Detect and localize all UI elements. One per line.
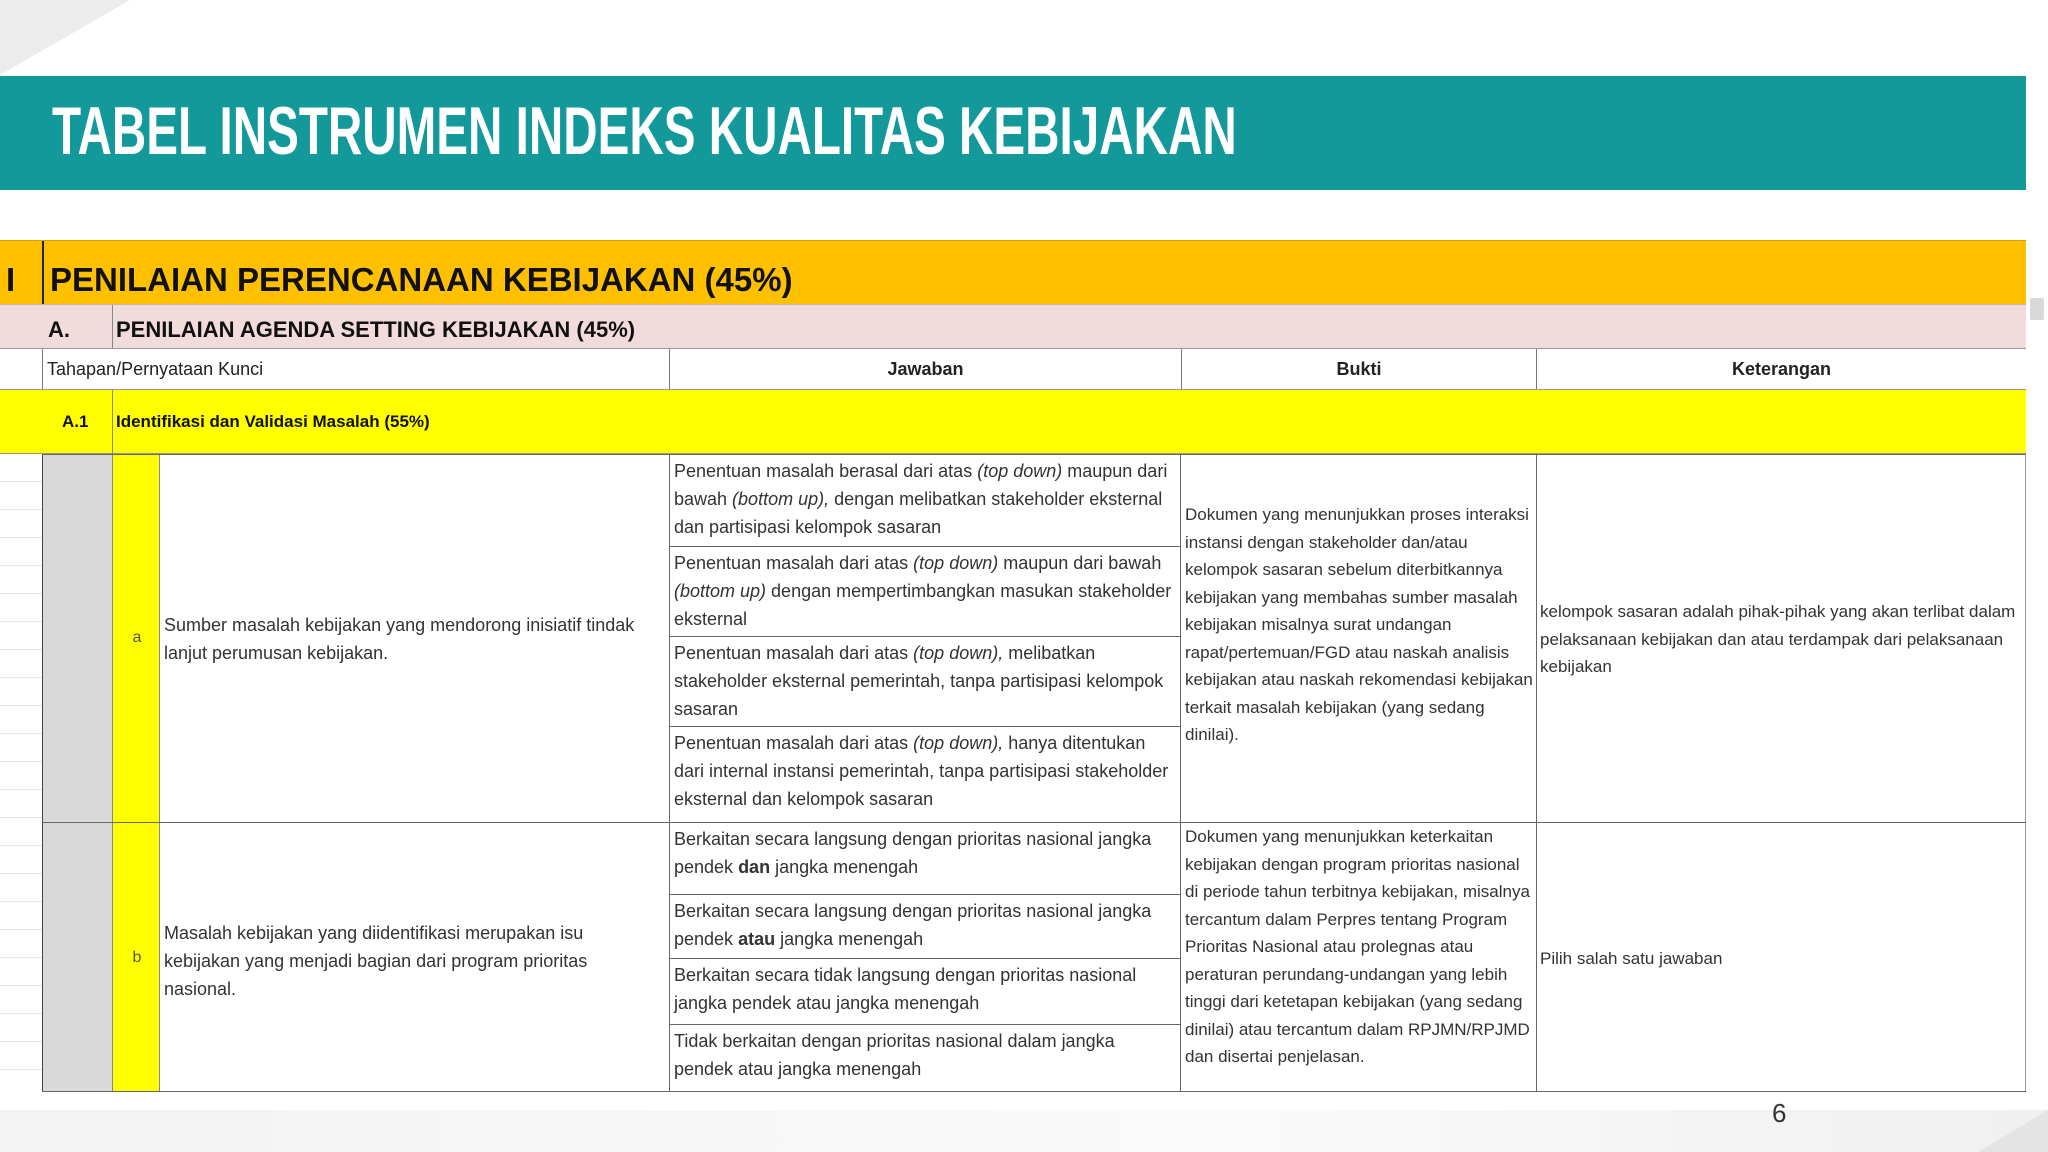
subsubsection-row [0,390,2026,454]
spreadsheet-table [0,240,2026,1094]
answer-option: Berkaitan secara langsung dengan prioritas nasional jangka pendek dan jangka menengah [670,823,1180,895]
background-corner-shape [0,0,130,75]
scrollbar-thumb[interactable] [2030,298,2044,320]
gray-column [42,455,112,822]
keterangan-text: Pilih salah satu jawaban [1540,949,1723,968]
subsection-letter: A. [48,317,70,342]
item-statement: Masalah kebijakan yang diidentifikasi merupakan isu kebijakan yang menjadi bagian dari program prioritas nasional. [164,923,588,999]
yellow-column [112,455,160,822]
spreadsheet-gridlines [0,454,44,1094]
section-header-row [0,240,2026,304]
header-tahapan: Tahapan/Pernyataan Kunci [42,349,669,389]
background-bottom-strip [0,1110,2048,1152]
page-title: TABEL INSTRUMEN INDEKS KUALITAS KEBIJAKAN [52,93,1237,169]
answer-option: Tidak berkaitan dengan prioritas nasional dalam jangka pendek atau jangka menengah [674,1031,1115,1079]
item-statement: Sumber masalah kebijakan yang mendorong inisiatif tindak lanjut perumusan kebijakan. [164,615,635,663]
bukti-text: Dokumen yang menunjukkan proses interaksi instansi dengan stakeholder dan/atau kelompok sasaran sebelum diterbitkannya kebijakan yang membahas sumber masalah kebijakan misalnya surat undangan rapat/pertemuan/FGD atau naskah analisis kebijakan atau naskah rekomendasi kebijakan terkait masalah kebijakan (yang sedang dinilai). [1185,505,1533,744]
header-jawaban: Jawaban [669,349,1181,389]
answer-option: Penentuan masalah dari atas (top down) maupun dari bawah (bottom up) dengan mempertimbangkan masukan stakeholder eksternal [670,547,1180,637]
background-corner-shape [1978,1110,2048,1152]
bukti-text: Dokumen yang menunjukkan keterkaitan kebijakan dengan program prioritas nasional di periode tahun terbitnya kebijakan, misalnya tercantum dalam Perpres tentang Program Prioritas Nasional atau prolegnas atau peraturan perundang-undangan yang lebih tinggi dari ketetapan kebijakan (yang sedang dinilai) atau tercantum dalam RPJMN/RPJMD dan disertai penjelasan. [1185,827,1530,1066]
jawaban-column [669,455,1181,822]
page-number: 6 [1772,1098,1787,1128]
jawaban-column [669,823,1181,1091]
subsection-divider [112,305,113,349]
header-keterangan: Keterangan [1536,349,2026,389]
answer-option: Penentuan masalah dari atas (top down), hanya ditentukan dari internal instansi pemerintah, tanpa partisipasi stakeholder eksternal dan kelompok sasaran [674,733,1169,809]
table-right-edge [2025,823,2026,1091]
header-bukti: Bukti [1181,349,1536,389]
subsubsection-title: Identifikasi dan Validasi Masalah (55%) [116,412,430,431]
table-right-edge [2025,455,2026,822]
title-banner [0,76,2026,190]
subsection-header-row [0,304,2026,348]
item-letter: b [132,949,142,966]
answer-option: Penentuan masalah dari atas (top down), melibatkan stakeholder eksternal pemerintah, tanpa partisipasi kelompok sasaran [670,637,1180,727]
keterangan-text: kelompok sasaran adalah pihak-pihak yang akan terlibat dalam pelaksanaan kebijakan dan atau terdampak dari pelaksanaan kebijakan [1540,602,2016,676]
yellow-column [112,823,160,1091]
column-header-row [0,348,2026,390]
answer-option: Berkaitan secara tidak langsung dengan prioritas nasional jangka pendek atau jangka menengah [670,959,1180,1025]
section-title: PENILAIAN PERENCANAAN KEBIJAKAN (45%) [50,261,793,298]
item-row-a [42,454,2026,822]
gray-column [42,823,112,1091]
section-number: I [6,261,16,298]
subsubsection-code: A.1 [62,412,89,431]
section-divider [42,241,44,305]
item-letter: a [132,629,142,646]
subsubsection-divider [112,390,113,454]
item-row-b [42,822,2026,1092]
answer-option: Penentuan masalah berasal dari atas (top down) maupun dari bawah (bottom up), dengan melibatkan stakeholder eksternal dan partisipasi kelompok sasaran [670,455,1180,547]
keterangan-divider [1536,455,1537,822]
subsection-title: PENILAIAN AGENDA SETTING KEBIJAKAN (45%) [116,317,636,342]
keterangan-divider [1536,823,1537,1091]
answer-option: Berkaitan secara langsung dengan prioritas nasional jangka pendek atau jangka menengah [670,895,1180,959]
